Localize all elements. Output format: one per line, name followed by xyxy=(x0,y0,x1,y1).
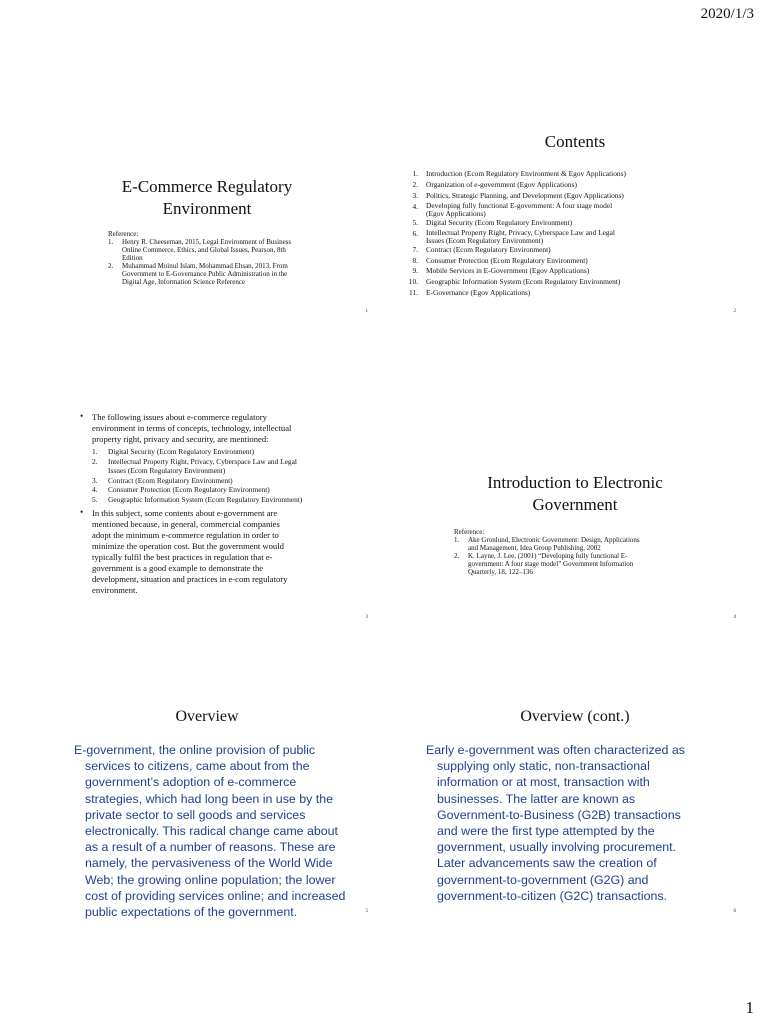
slide-1-references: Reference: 1. Henry R. Cheeseman, 2015, Legal Environment of Business Online Commerce, Ethics, and Global Issues, Pearson, 8th Edition 2. Muhammad Muinul Islam, Mohammad Ehsan, 2013, From Government to E-Governance Public Administration in the Digital Age, Information Science Reference xyxy=(108,230,328,286)
list-item: 3. Contract (Ecom Regulatory Environment) xyxy=(92,475,233,485)
slide-4-references: Reference: 1. Ake Gronlund, Electronic Government: Design, Applications and Management, Idea Group Publishing, 2002 2. K. Layne, J. Lee, (2001) “Developing fully functional E- government: A four stage model” Government Information Quarterly, 18, 122–136 xyxy=(454,528,684,576)
list-item: 7. Contract (Ecom Regulatory Environment) xyxy=(412,244,551,254)
list-item: 9. Mobile Services in E-Government (Egov Applications) xyxy=(412,266,590,276)
slide-5 xyxy=(30,682,384,934)
slide-1 xyxy=(30,66,384,318)
page-number: 1 xyxy=(745,998,754,1017)
print-date: 2020/1/3 xyxy=(700,6,754,22)
bullet-item: • The following issues about e-commerce regulatory environment in terms of concepts, technology, intellectual property right, privacy and security, are mentioned: 1. Digital Security (Ecom Regulatory Environment) 2. Intellectual Property Right, Privacy, Cyberspace Law and Legal Issues (Ecom Regulatory Environment) 3. Contract (Ecom Regulatory Environment) 4. Consumer Protection (Ecom Regulatory Environment) 5. Geographic Information System (Ecom Regulatory Environment) xyxy=(78,412,378,505)
slide-4 xyxy=(398,372,752,624)
slide-6-body: Early e-government was often characterized as supplying only static, non-transactional information or at most, transaction with businesses. The latter are known as Government-to-Business (G2B) transactions and were the first type attempted by the government, usually involving procurement. Later advancements saw the creation of government-to-government (G2G) and government-to-citizen (G2C) transactions. xyxy=(426,743,685,903)
list-item: 1. Introduction (Ecom Regulatory Environment & Egov Applications) xyxy=(412,169,626,178)
list-item: 11. E-Governance (Egov Applications) xyxy=(409,288,531,298)
slide-number: 4 xyxy=(733,615,736,620)
list-item: 4. Developing fully functional E-government: A four stage model (Egov Applications) xyxy=(412,200,613,218)
reference-item: 2. Muhammad Muinul Islam, Mohammad Ehsan, 2013, From Government to E-Governance Public Administration in the Digital Age, Information Science Reference xyxy=(108,262,288,286)
list-item: 1. Digital Security (Ecom Regulatory Environment) xyxy=(92,447,255,456)
slide-2-title: Contents xyxy=(544,132,606,151)
slide-6 xyxy=(398,682,752,934)
list-item: 3. Politics, Strategic Planning, and Development (Egov Applications) xyxy=(412,190,624,200)
slide-number: 2 xyxy=(733,309,736,314)
list-item: 5. Geographic Information System (Ecom Regulatory Environment) xyxy=(92,494,303,504)
contents-list xyxy=(402,169,702,299)
list-item: 8. Consumer Protection (Ecom Regulatory Environment) xyxy=(412,255,588,265)
slide-3-bullets xyxy=(78,412,378,596)
slide-1-title: E-Commerce Regulatory Environment xyxy=(121,177,293,218)
reference-item: 1. Henry R. Cheeseman, 2015, Legal Environment of Business Online Commerce, Ethics, and Global Issues, Pearson, 8th Edition xyxy=(108,238,292,262)
reference-item: 2. K. Layne, J. Lee, (2001) “Developing fully functional E- government: A four stage model” Government Information Quarterly, 18, 122–136 xyxy=(454,552,634,576)
slide-number: 1 xyxy=(365,309,368,314)
list-item: 4. Consumer Protection (Ecom Regulatory Environment) xyxy=(92,485,270,495)
issues-list xyxy=(92,447,378,505)
list-item: 6. Intellectual Property Right, Privacy, Cyberspace Law and Legal Issues (Ecom Regulatory Environment) xyxy=(412,227,615,245)
list-item: 2. Intellectual Property Right, Privacy, Cyberspace Law and Legal Issues (Ecom Regulatory Environment) xyxy=(92,456,297,476)
slide-5-body: E-government, the online provision of public services to citizens, came about from the government’s adoption of e-commerce strategies, which had long been in use by the private sector to sell goods and services electronically. This radical change came about as a result of a number of reasons. These are namely, the pervasiveness of the World Wide Web; the growing online population; the lower cost of providing services online; and increased public expectations of the government. xyxy=(74,743,346,920)
list-item: 10. Geographic Information System (Ecom Regulatory Environment) xyxy=(408,277,621,287)
bullet-item: • In this subject, some contents about e-government are mentioned because, in general, commercial companies adopt the minimum e-commerce regulation in order to minimize the operation cost. But the government would typically fulfil the best practices in regulation that e- government is a good example to demonstrate the development, situation and practices in e-com regulatory environment. xyxy=(78,508,378,596)
list-item: 5. Digital Security (Ecom Regulatory Environment) xyxy=(412,217,573,227)
slide-number: 3 xyxy=(365,615,368,620)
slide-6-title: Overview (cont.) xyxy=(520,708,630,725)
slide-4-title: Introduction to Electronic Government xyxy=(487,473,663,514)
slide-2 xyxy=(398,66,752,318)
slide-number: 6 xyxy=(733,909,736,914)
slide-5-title: Overview xyxy=(175,708,239,725)
slide-number: 5 xyxy=(365,909,368,914)
reference-item: 1. Ake Gronlund, Electronic Government: Design, Applications and Management, Idea Group Publishing, 2002 xyxy=(454,536,640,552)
slide-3 xyxy=(30,372,384,624)
list-item: 2. Organization of e-government (Egov Applications) xyxy=(412,179,577,189)
